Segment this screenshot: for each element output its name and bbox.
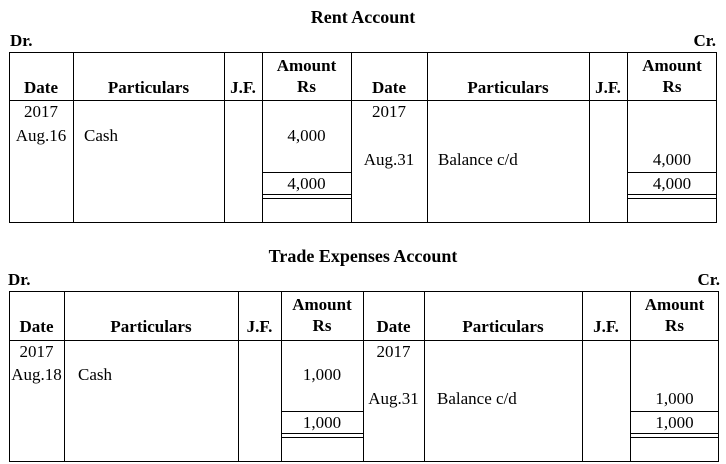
rent-header-particulars-debit: Particulars [107, 78, 190, 97]
trade-credit-total-rule-bottom [630, 433, 719, 434]
trade-credit-total-rule-double [630, 437, 719, 438]
rent-debit-total-rule-top [262, 172, 351, 173]
rent-header-divider [9, 100, 717, 101]
rent-header-date-debit: Date [24, 78, 58, 97]
trade-debit-total-rule-double [281, 437, 363, 438]
trade-debit-date: Aug.18 [11, 365, 62, 384]
rent-header-particulars-credit: Particulars [467, 78, 549, 97]
rent-header-rs-credit: Rs [662, 77, 682, 96]
rent-debit-amount: 4,000 [287, 126, 326, 145]
rent-credit-year: 2017 [372, 102, 406, 121]
rent-debit-total: 4,000 [287, 174, 326, 193]
trade-cr-label: Cr. [697, 270, 720, 289]
trade-debit-total-rule-bottom [281, 433, 363, 434]
rent-debit-total-rule-bottom [262, 194, 351, 195]
trade-header-date-debit: Date [19, 317, 54, 336]
rent-debit-year: 2017 [24, 102, 58, 121]
trade-header-date-credit: Date [376, 317, 411, 336]
rent-header-amount-debit: Amount [276, 56, 337, 75]
trade-header-particulars-credit: Particulars [462, 317, 544, 336]
trade-header-jf-debit: J.F. [246, 317, 273, 336]
trade-debit-amount: 1,000 [302, 365, 342, 384]
rent-debit-date: Aug.16 [15, 126, 67, 145]
trade-account-title: Trade Expenses Account [268, 246, 458, 266]
rent-credit-amount: 4,000 [652, 150, 692, 169]
trade-header-jf-credit: J.F. [593, 317, 619, 336]
trade-debit-particulars: Cash [78, 365, 112, 384]
rent-credit-date: Aug.31 [363, 150, 415, 169]
rent-credit-total-rule-double [627, 198, 717, 199]
trade-credit-year: 2017 [376, 342, 411, 361]
trade-header-amount-credit: Amount [644, 295, 705, 314]
rent-debit-particulars: Cash [84, 126, 118, 145]
rent-credit-total: 4,000 [652, 174, 692, 193]
trade-debit-total-rule-top [281, 411, 363, 412]
trade-credit-total-rule-top [630, 411, 719, 412]
rent-credit-total-rule-top [627, 172, 717, 173]
rent-credit-total-rule-bottom [627, 194, 717, 195]
rent-header-jf-credit: J.F. [595, 78, 621, 97]
trade-credit-date: Aug.31 [368, 389, 419, 408]
rent-account-title: Rent Account [310, 7, 416, 27]
rent-header-jf-debit: J.F. [230, 78, 256, 97]
rent-header-rs-debit: Rs [297, 77, 316, 96]
trade-credit-total: 1,000 [655, 413, 694, 432]
trade-dr-label: Dr. [8, 270, 31, 289]
rent-dr-label: Dr. [10, 31, 33, 50]
rent-header-amount-credit: Amount [642, 56, 702, 75]
trade-header-rs-credit: Rs [665, 316, 684, 335]
trade-debit-year: 2017 [19, 342, 54, 361]
trade-header-rs-debit: Rs [312, 316, 332, 335]
trade-header-divider [9, 340, 719, 341]
rent-header-date-credit: Date [372, 78, 406, 97]
trade-credit-amount: 1,000 [655, 389, 694, 408]
trade-header-amount-debit: Amount [292, 295, 352, 314]
trade-credit-particulars: Balance c/d [437, 389, 517, 408]
trade-debit-total: 1,000 [302, 413, 342, 432]
rent-credit-particulars: Balance c/d [438, 150, 518, 169]
rent-cr-label: Cr. [693, 31, 716, 50]
rent-debit-total-rule-double [262, 198, 351, 199]
trade-header-particulars-debit: Particulars [110, 317, 192, 336]
